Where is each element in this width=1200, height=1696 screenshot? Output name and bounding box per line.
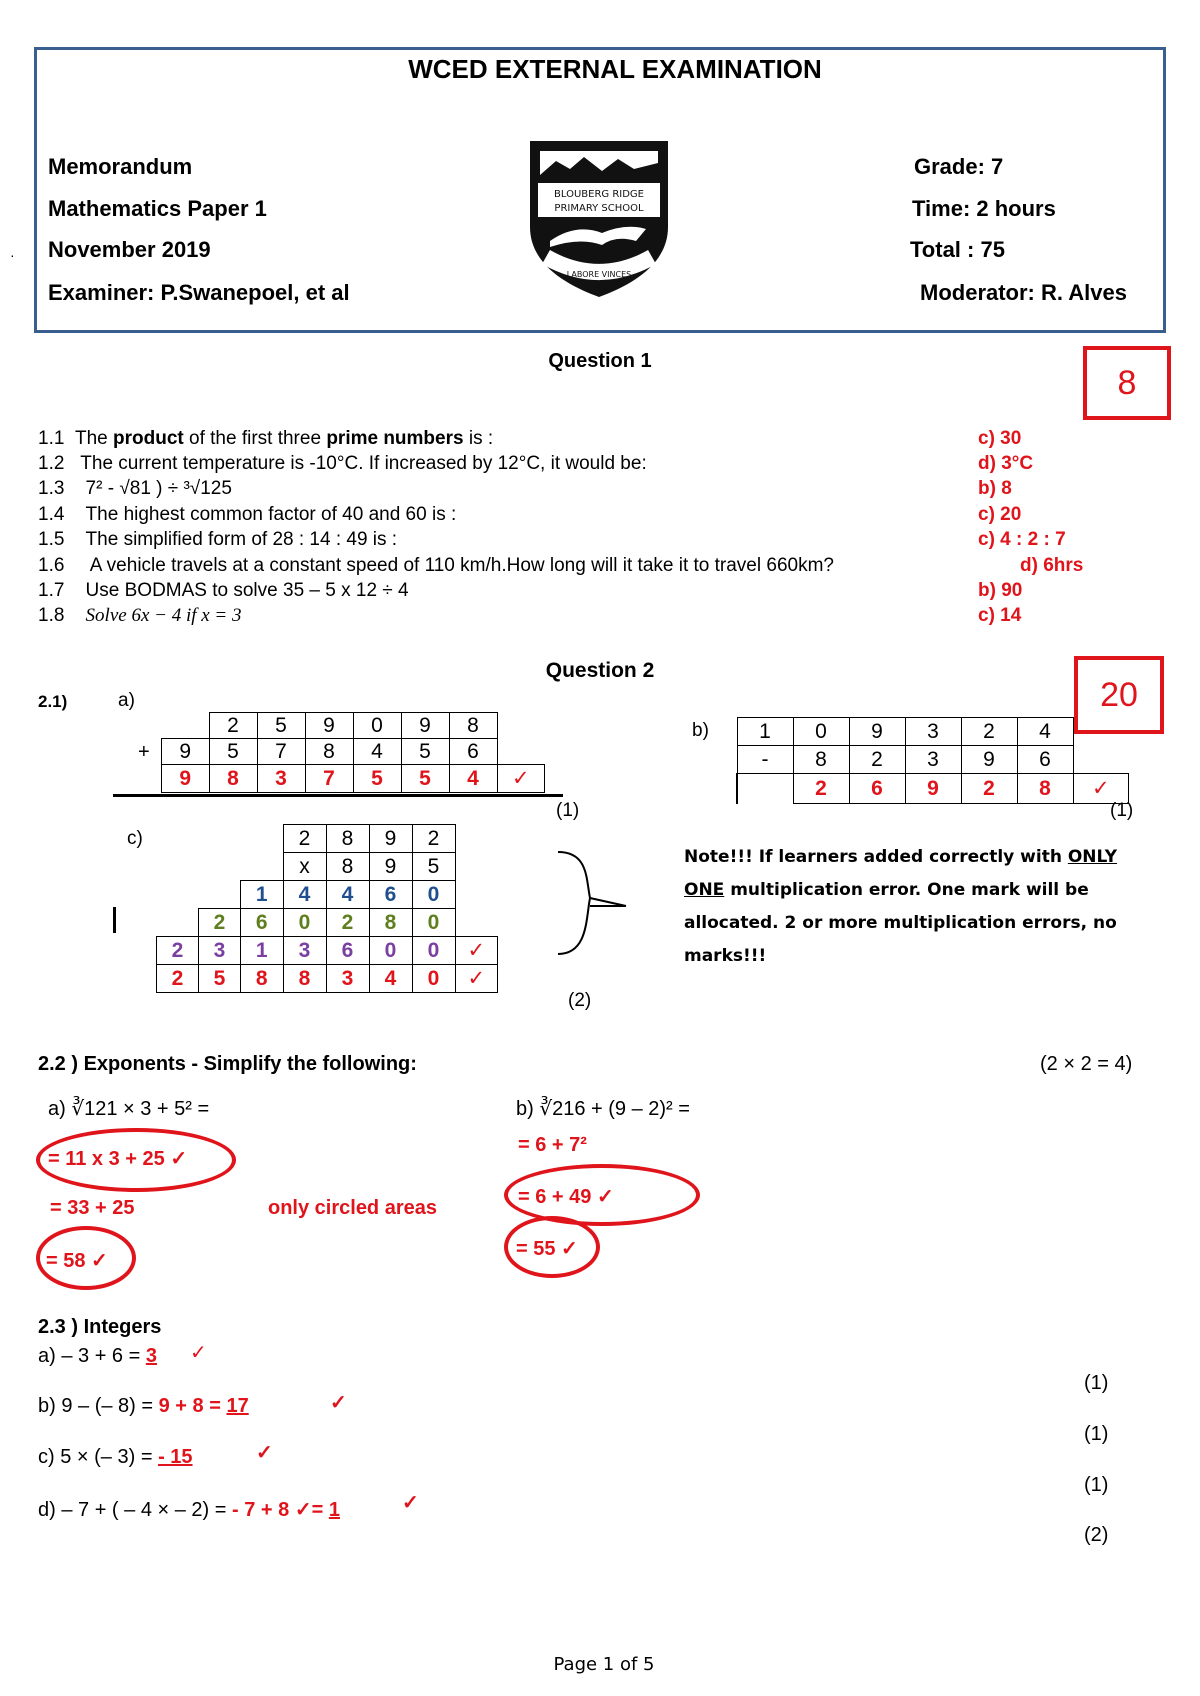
crest-line1: BLOUBERG RIDGE bbox=[554, 189, 644, 200]
circle-mark bbox=[504, 1216, 600, 1278]
circle-mark bbox=[36, 1226, 136, 1290]
circled-note: only circled areas bbox=[268, 1197, 437, 1219]
int-c: c) 5 × (– 3) = - 15 bbox=[38, 1446, 193, 1468]
check-icon: ✓ bbox=[256, 1442, 273, 1464]
moderator-label: Moderator: R. Alves bbox=[920, 280, 1128, 305]
exp-a-step3: = 58 ✓ bbox=[46, 1250, 108, 1272]
subtraction-grid: 1 0 9 3 2 4 - 8 2 3 9 6 2 6 9 2 8 ✓ bbox=[736, 717, 1129, 804]
marks-2-2: (2 × 2 = 4) bbox=[1040, 1053, 1133, 1075]
exp-a-question: a) ∛121 × 3 + 5² = bbox=[48, 1098, 210, 1120]
crest-line2: PRIMARY SCHOOL bbox=[554, 203, 644, 214]
marks-2-3c: (1) bbox=[1084, 1474, 1109, 1496]
q2-1-label: 2.1) bbox=[38, 692, 68, 711]
minus-sign: - bbox=[737, 746, 793, 774]
check-icon: ✓ bbox=[1073, 774, 1129, 804]
grade-label: Grade: 7 bbox=[914, 154, 1004, 179]
q1-item: 1.2 The current temperature is -10°C. If increased by 12°C, it would be: d) 3°C bbox=[38, 453, 1034, 474]
int-d: d) – 7 + ( – 4 × – 2) = - 7 + 8 ✓= 1 bbox=[38, 1499, 340, 1521]
multiplication-grid: 2 8 9 2 x 8 9 5 1 4 4 6 0 2 6 0 2 8 0 2 3 1 3 6 0 0 ✓ 2 5 8 8 3 4 0 ✓ bbox=[156, 824, 498, 993]
exp-a-step1: = 11 x 3 + 25 ✓ bbox=[48, 1148, 188, 1170]
q1-mark-box: 8 bbox=[1083, 346, 1171, 420]
q2-1a-label: a) bbox=[118, 690, 135, 711]
exp-b-step1: = 6 + 7² bbox=[518, 1134, 587, 1156]
crest-motto: LABORE VINCES bbox=[566, 270, 632, 279]
exponents-heading: 2.2 ) Exponents - Simplify the following: bbox=[38, 1053, 417, 1075]
memo-label: Memorandum bbox=[48, 154, 193, 179]
school-crest bbox=[526, 137, 672, 299]
q2-1c-label: c) bbox=[127, 828, 143, 849]
q1-answer: d) 3°C bbox=[978, 453, 1034, 474]
q1-item: 1.5 The simplified form of 28 : 14 : 49 is : c) 4 : 2 : 7 bbox=[38, 529, 1066, 550]
check-icon: ✓ bbox=[330, 1392, 347, 1414]
exam-title: WCED EXTERNAL EXAMINATION bbox=[408, 54, 822, 84]
marks-2-3d: (2) bbox=[1084, 1524, 1109, 1546]
check-icon: ✓ bbox=[402, 1492, 419, 1514]
q1-answer: c) 14 bbox=[978, 605, 1022, 626]
check-icon: ✓ bbox=[190, 1342, 207, 1364]
brace-icon bbox=[556, 848, 632, 958]
check-icon: ✓ bbox=[497, 765, 545, 793]
exp-b-question: b) ∛216 + (9 – 2)² = bbox=[516, 1098, 690, 1120]
marks-2-3a: (1) bbox=[1084, 1372, 1109, 1394]
marking-note: Note!!! If learners added correctly with ONLY ONE multiplication error. One mark will be allocated. 2 or more multiplication errors, no marks!!! bbox=[684, 847, 1118, 966]
paper-label: Mathematics Paper 1 bbox=[48, 196, 267, 221]
q1-item: 1.1 The product of the first three prime numbers is : c) 30 bbox=[38, 428, 1022, 449]
exp-b-step2: = 6 + 49 ✓ bbox=[518, 1186, 614, 1208]
page-number: Page 1 of 5 bbox=[553, 1654, 655, 1675]
exp-a-step2: = 33 + 25 bbox=[50, 1197, 135, 1219]
total-label: Total : 75 bbox=[910, 237, 1005, 262]
addition-grid: 2 5 9 0 9 8 9 5 7 8 4 5 6 9 8 3 7 5 5 4 ✓ bbox=[161, 712, 545, 793]
q1-answer: c) 4 : 2 : 7 bbox=[978, 529, 1066, 550]
q1-answer: b) 8 bbox=[978, 478, 1012, 499]
circle-mark bbox=[504, 1164, 700, 1226]
q2-title: Question 2 bbox=[545, 659, 655, 682]
int-b: b) 9 – (– 8) = 9 + 8 = 17 bbox=[38, 1395, 249, 1417]
integers-heading: 2.3 ) Integers bbox=[38, 1316, 162, 1338]
margin-mark bbox=[113, 907, 116, 933]
circle-mark bbox=[36, 1128, 236, 1192]
examiner-label: Examiner: P.Swanepoel, et al bbox=[48, 280, 350, 305]
q1-title: Question 1 bbox=[548, 350, 652, 372]
q1-answer: c) 30 bbox=[978, 428, 1022, 449]
q1-item: 1.3 7² - √81 ) ÷ ³√125 b) 8 bbox=[38, 478, 1012, 499]
q1-answer: c) 20 bbox=[978, 504, 1022, 525]
exp-b-step3: = 55 ✓ bbox=[516, 1238, 578, 1260]
q1-item: 1.7 Use BODMAS to solve 35 – 5 x 12 ÷ 4 b) 90 bbox=[38, 580, 1023, 601]
check-icon: ✓ bbox=[455, 965, 498, 993]
marks-2-1b: (1) bbox=[1110, 800, 1134, 821]
plus-sign: + bbox=[138, 741, 150, 763]
q1-item: 1.6 A vehicle travels at a constant speed of 110 km/h.How long will it take it to travel 660km? d) 6hrs bbox=[38, 555, 1084, 576]
marks-2-1a: (1) bbox=[556, 800, 580, 821]
date-label: November 2019 bbox=[48, 237, 211, 262]
q2-1b-label: b) bbox=[692, 720, 709, 741]
q1-answer: b) 90 bbox=[978, 580, 1023, 601]
check-icon: ✓ bbox=[455, 937, 498, 965]
time-label: Time: 2 hours bbox=[912, 196, 1056, 221]
marks-2-3b: (1) bbox=[1084, 1423, 1109, 1445]
int-a: a) – 3 + 6 = 3 bbox=[38, 1345, 157, 1367]
q1-item: 1.8 Solve 6x − 4 if x = 3 c) 14 bbox=[38, 605, 1022, 626]
q1-answer: d) 6hrs bbox=[1020, 555, 1084, 576]
rule bbox=[113, 794, 563, 797]
marks-2-1c: (2) bbox=[568, 990, 592, 1011]
q1-item: 1.4 The highest common factor of 40 and 60 is : c) 20 bbox=[38, 504, 1022, 525]
q2-mark-box: 20 bbox=[1074, 656, 1164, 734]
